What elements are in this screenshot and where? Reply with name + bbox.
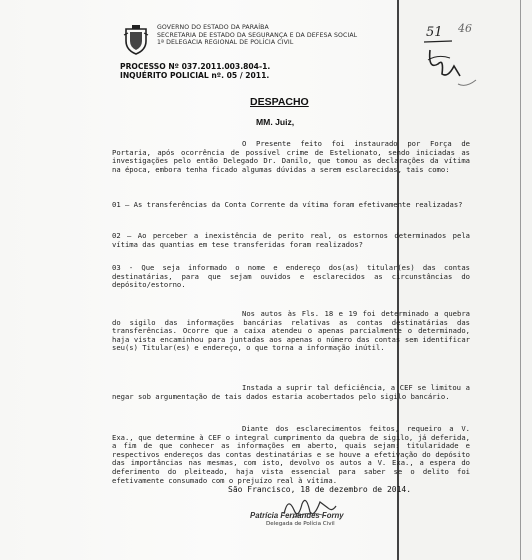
paragraph-request: Diante dos esclarecimentos feitos, requeiro a V. Exa., que determine à CEF o integral cumprimento da quebra de sigilo, já deferida, a fim de que conhecer as informações em aberto, quais sejam: titularidade e respectivos endereços das contas destinatárias e se houve a efetivação do depósito das importâncias nas mesmas, com isto, devolvo os autos a V. Exa., a espera do deferimento do pleiteado, haja vista essencial para saber se o delito foi efetivamente consumado com o prejuízo real à vítima. — [112, 424, 470, 485]
paragraph-cef-refusal: Instada a suprir tal deficiência, a CEF se limitou a negar sob argumentação de tais dados estaria acobertados pelo sigilo bancário. — [112, 383, 470, 401]
letterhead-line-2: SECRETARIA DE ESTADO DA SEGURANÇA E DA DEFESA SOCIAL — [157, 31, 358, 39]
question-01: 01 – As transferências da Conta Corrente da vítima foram efetivamente realizadas? — [112, 200, 463, 209]
letterhead-line-1: GOVERNO DO ESTADO DA PARAÍBA — [157, 24, 269, 31]
process-number: PROCESSO Nº 037.2011.003.804-1. — [120, 62, 271, 71]
paragraph-bank-records: Nos autos às Fls. 18 e 19 foi determinado a quebra do sigilo das informações bancárias relativas as contas destinatárias das transferências. Ocorre que a caixa atendeu o apenas parcialmente o determinado, haja vista encaminhou para juntadas aos apenas o número das contas sem identificar seu(s) Titular(es) e endereço, o que torna a informação inútil. — [112, 309, 470, 353]
handwritten-note: 46 — [458, 22, 472, 35]
salutation: MM. Juiz, — [256, 117, 295, 127]
date-line: São Francisco, 18 de dezembro de 2014. — [228, 485, 412, 494]
page-edge-line — [520, 0, 521, 560]
handwritten-page-number: 51 — [426, 25, 443, 40]
signatory-role: Delegada de Polícia Civil — [266, 521, 335, 527]
letterhead-line-3: 1ª DELEGACIA REGIONAL DE POLÍCIA CIVIL — [157, 39, 294, 47]
question-02: 02 – Ao perceber a inexistência de perito real, os estornos determinados pela vítima das quantias em tese transferidas foram realizados? — [112, 231, 470, 249]
coat-of-arms-icon — [122, 23, 150, 55]
signatory-name: Patrícia Fernandes Forny — [250, 511, 344, 520]
document-title: DESPACHO — [250, 96, 309, 108]
handwritten-margin-notes — [418, 14, 488, 96]
process-block — [120, 62, 270, 80]
question-03: 03 - Que seja informado o nome e endereço dos(as) titular(es) das contas destinatárias, para que sejam ouvidos e esclarecidos as circunstâncias do depósito/estorno. — [112, 263, 470, 290]
paragraph-intro: O Presente feito foi instaurado por Força de Portaria, após ocorrência de possível crime de Estelionato, sendo iniciadas as investigações pelo então Delegado Dr. Danilo, que tomou as declarações da vítima na época, embora tenha ficado algumas dúvidas a serem esclarecidas, tais como: — [112, 139, 470, 174]
letterhead — [157, 24, 397, 47]
inquiry-number: INQUÉRITO POLICIAL nº. 05 / 2011. — [120, 71, 270, 80]
